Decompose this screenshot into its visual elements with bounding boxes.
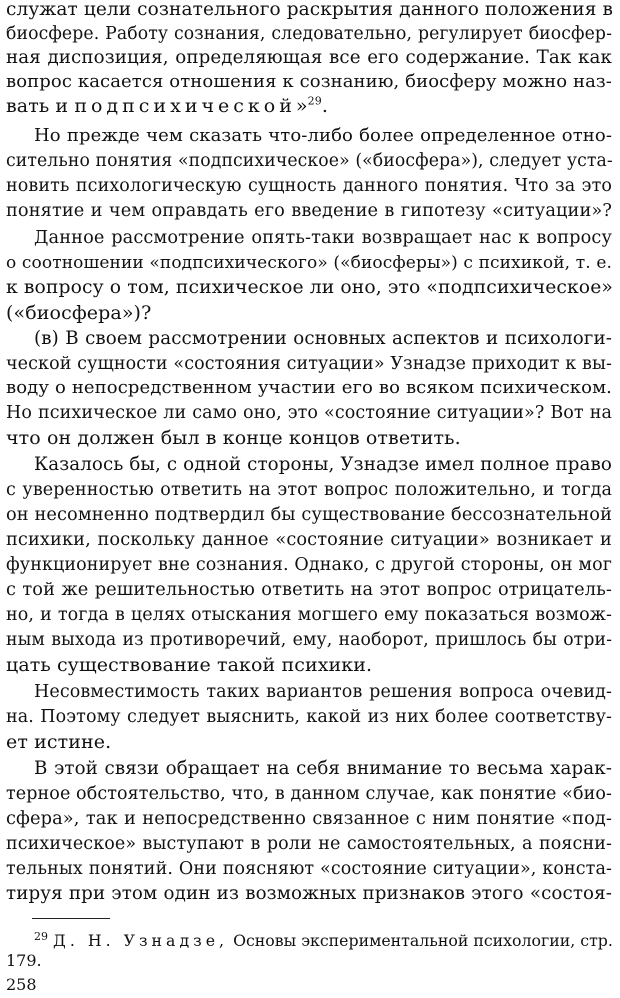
text-line: В этой связи обращает на себя внимание то весьма харак- xyxy=(34,758,612,779)
text-line: но, и тогда в целях отыскания могшего ему показаться возмож- xyxy=(6,605,612,625)
text-line: новить психологическую сущность данного понятия. Что за это xyxy=(6,176,612,196)
text-line: Но прежде чем сказать что-либо более определенное отно- xyxy=(34,125,612,146)
text-line: (в) В своем рассмотрении основных аспектов и психологи- xyxy=(34,328,612,349)
footnote-title: Основы экспериментальной психологии, стр. xyxy=(233,931,613,950)
text-line: ным выхода из противоречий, ему, наоборот, пришлось бы отри- xyxy=(6,630,612,650)
text-line: Казалось бы, с одной стороны, Узнадзе имел полное право xyxy=(34,454,612,475)
closing-quote: » xyxy=(295,95,308,117)
text-line: психики, поскольку данное «состояние ситуации» возникает и xyxy=(6,530,612,550)
footnote-continuation: 179. xyxy=(6,951,42,970)
page-number: 258 xyxy=(6,975,37,994)
footnote-author: Д. Н. Узнадзе, xyxy=(53,931,229,950)
text-line: ет истине. xyxy=(6,731,112,753)
spaced-term: подпсихической xyxy=(74,95,296,117)
text-line: он несомненно подтвердил бы существование бессознательной xyxy=(6,505,612,525)
text-fragment: вать и xyxy=(6,95,75,117)
text-line: Но психическое ли само оно, это «состояние ситуации»? Вот на xyxy=(6,403,612,423)
text-line: тельных понятий. Они поясняют «состояние ситуации», конста- xyxy=(6,859,612,879)
text-line: тируя при этом один из возможных признаков этого «состоя- xyxy=(6,883,612,904)
text-line: функционирует вне сознания. Однако, с другой стороны, он мог xyxy=(6,555,612,575)
footnote-divider xyxy=(32,918,110,919)
text-line: служат цели сознательного раскрытия данного положения в xyxy=(6,0,613,20)
text-line: с той же решительностью ответить на этот вопрос отрицатель- xyxy=(6,580,612,600)
text-line: цать существование такой психики. xyxy=(6,654,373,676)
footnote-ref[interactable]: 29 xyxy=(307,94,322,108)
footnote-number: 29 xyxy=(34,929,48,943)
text-line: терное обстоятельство, что, в данном случае, как понятие «био- xyxy=(6,784,613,804)
text-line-with-footnote-ref xyxy=(6,96,612,120)
text-line: психическое» выступают в роли не самостоятельных, а поясни- xyxy=(6,834,612,854)
footnote xyxy=(34,929,613,950)
text-line: сфера», так и непосредственно связанное с ним понятие «под- xyxy=(6,809,612,829)
text-line: вопрос касается отношения к сознанию, биосферу можно наз- xyxy=(6,71,612,92)
text-line: биосфере. Работу сознания, следовательно, регулирует биосфер- xyxy=(6,24,612,44)
text-line: на. Поэтому следует выяснить, какой из них более соответству- xyxy=(6,707,612,727)
text-line: понятие и чем оправдать его введение в гипотезу «ситуации»? xyxy=(6,201,612,221)
text-line: сительно понятия «подпсихическое» («биосфера»), следует уста- xyxy=(6,151,613,171)
text-line: воду о непосредственном участии его во всяком психическом. xyxy=(6,377,612,398)
text-line: Данное рассмотрение опять-таки возвращает нас к вопросу xyxy=(34,228,612,248)
text-line: с уверенностью ответить на этот вопрос положительно, и тогда xyxy=(6,480,612,500)
text-line: («биосфера»)? xyxy=(6,302,152,324)
text-line: Несовместимость таких вариантов решения вопроса очевид- xyxy=(34,682,612,702)
text-line: ная диспозиция, определяющая все его содержание. Так как xyxy=(6,47,612,68)
text-line: что он должен был в конце концов ответить. xyxy=(6,427,461,449)
period: . xyxy=(321,95,328,117)
text-line: ческой сущности «состояния ситуации» Узнадзе приходит к вы- xyxy=(6,354,612,374)
text-line: к вопросу о том, психическое ли оно, это «подпсихическое» xyxy=(6,277,613,298)
text-line: о соотношении «подпсихического» («биосферы») с психикой, т. е. xyxy=(6,253,612,273)
